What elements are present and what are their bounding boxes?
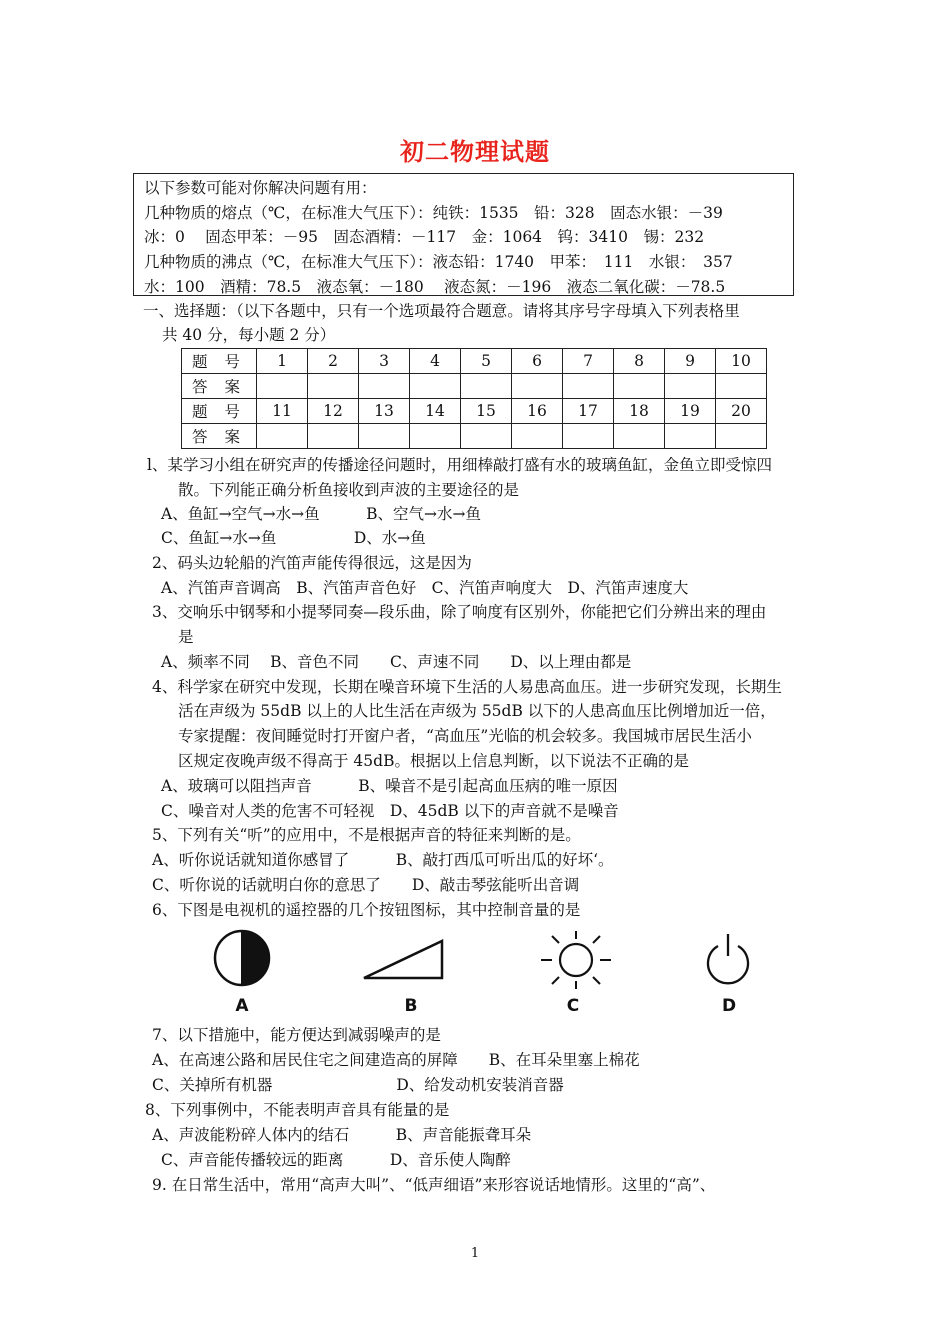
sun-icon bbox=[536, 928, 616, 992]
option-line: A、频率不同 B、音色不同 C、声速不同 D、以上理由都是 bbox=[161, 653, 632, 671]
answer-cell[interactable] bbox=[563, 424, 614, 449]
answer-cell[interactable] bbox=[716, 424, 767, 449]
question-text: 9. 在日常生活中，常用“高声大叫”、“低声细语”来形容说话地情形。这里的“高”、 bbox=[152, 1176, 716, 1194]
table-cell: 16 bbox=[512, 399, 563, 424]
answer-table bbox=[181, 348, 767, 449]
question-text: 7、以下措施中，能方便达到减弱噪声的是 bbox=[152, 1026, 441, 1044]
table-cell: 8 bbox=[614, 349, 665, 374]
answer-cell[interactable] bbox=[665, 374, 716, 399]
section-heading: 一、选择题：（以下各题中，只有一个选项最符合题意。请将其序号字母填入下列表格里 bbox=[143, 302, 740, 320]
table-cell: 4 bbox=[410, 349, 461, 374]
table-cell: 11 bbox=[257, 399, 308, 424]
answer-cell[interactable] bbox=[665, 424, 716, 449]
answer-cell[interactable] bbox=[257, 424, 308, 449]
table-cell: 5 bbox=[461, 349, 512, 374]
table-cell: 17 bbox=[563, 399, 614, 424]
icon-label: D bbox=[721, 996, 737, 1016]
table-cell: 6 bbox=[512, 349, 563, 374]
page-title: 初二物理试题 bbox=[400, 138, 550, 166]
table-cell: 20 bbox=[716, 399, 767, 424]
question-text: 是 bbox=[178, 628, 194, 646]
icon-label: A bbox=[235, 996, 249, 1016]
question-text: 区规定夜晚声级不得高于 45dB。根据以上信息判断，以下说法不正确的是 bbox=[178, 752, 689, 770]
param-line: 几种物质的熔点（℃，在标准大气压下）：纯铁：1535 铅：328 固态水银：－39 bbox=[144, 203, 723, 222]
param-line: 几种物质的沸点（℃，在标准大气压下）：液态铅：1740 甲苯： 111 水银： 357 bbox=[144, 253, 733, 272]
power-icon bbox=[700, 928, 756, 992]
table-cell: 9 bbox=[665, 349, 716, 374]
question-text: l、某学习小组在研究声的传播途径问题时，用细棒敲打盛有水的玻璃鱼缸，金鱼立即受惊四 bbox=[147, 456, 772, 474]
param-line: 以下参数可能对你解决问题有用： bbox=[144, 179, 377, 197]
answer-cell[interactable] bbox=[461, 424, 512, 449]
question-text: 4、科学家在研究中发现，长期在噪音环境下生活的人易患高血压。进一步研究发现，长期生 bbox=[152, 678, 782, 696]
answer-cell[interactable] bbox=[308, 424, 359, 449]
parameter-box bbox=[133, 173, 794, 296]
question-text: 5、下列有关“听”的应用中，不是根据声音的特征来判断的是。 bbox=[152, 826, 581, 844]
row-label: 答 案 bbox=[182, 424, 257, 449]
option-line: C、噪音对人类的危害不可轻视 D、45dB 以下的声音就不是噪音 bbox=[161, 802, 619, 820]
option-line: A、在高速公路和居民住宅之间建造高的屏障 B、在耳朵里塞上棉花 bbox=[152, 1051, 640, 1069]
table-cell: 14 bbox=[410, 399, 461, 424]
answer-cell[interactable] bbox=[308, 374, 359, 399]
param-line: 冰：0 固态甲苯：－95 固态酒精：－117 金：1064 钨：3410 锡：232 bbox=[144, 228, 705, 247]
row-label: 题 号 bbox=[182, 349, 257, 374]
answer-cell[interactable] bbox=[716, 374, 767, 399]
option-line: C、鱼缸→水→鱼 D、水→鱼 bbox=[161, 529, 426, 547]
option-line: A、玻璃可以阻挡声音 B、噪音不是引起高血压病的唯一原因 bbox=[161, 777, 618, 795]
table-cell: 7 bbox=[563, 349, 614, 374]
answer-cell[interactable] bbox=[614, 374, 665, 399]
answer-cell[interactable] bbox=[359, 424, 410, 449]
param-line: 水：100 酒精：78.5 液态氧：－180 液态氮：－196 液态二氧化碳：－78.5 bbox=[144, 277, 726, 296]
answer-cell[interactable] bbox=[563, 374, 614, 399]
answer-cell[interactable] bbox=[359, 374, 410, 399]
option-line: A、听你说话就知道你感冒了 B、敲打西瓜可听出瓜的好坏‘。 bbox=[152, 851, 614, 869]
question-text: 专家提醒：夜间睡觉时打开窗户者，“高血压”光临的机会较多。我国城市居民生活小 bbox=[178, 727, 752, 745]
answer-cell[interactable] bbox=[257, 374, 308, 399]
half-filled-circle-icon bbox=[212, 928, 272, 988]
question-text: 8、下列事例中，不能表明声音具有能量的是 bbox=[145, 1101, 450, 1119]
table-row bbox=[182, 424, 767, 449]
question-text: 散。下列能正确分析鱼接收到声波的主要途径的是 bbox=[178, 481, 520, 499]
answer-cell[interactable] bbox=[410, 374, 461, 399]
question-text: 2、码头边轮船的汽笛声能传得很远，这是因为 bbox=[152, 554, 472, 572]
option-line: C、声音能传播较远的距离 D、音乐使人陶醉 bbox=[161, 1151, 511, 1169]
row-label: 答 案 bbox=[182, 374, 257, 399]
table-cell: 3 bbox=[359, 349, 410, 374]
answer-cell[interactable] bbox=[512, 424, 563, 449]
remote-icons-figure bbox=[200, 928, 760, 1023]
table-cell: 10 bbox=[716, 349, 767, 374]
option-line: A、声波能粉碎人体内的结石 B、声音能振聋耳朵 bbox=[152, 1126, 532, 1144]
table-cell: 12 bbox=[308, 399, 359, 424]
row-label: 题 号 bbox=[182, 399, 257, 424]
answer-cell[interactable] bbox=[461, 374, 512, 399]
option-line: A、汽笛声音调高 B、汽笛声音色好 C、汽笛声响度大 D、汽笛声速度大 bbox=[161, 579, 689, 597]
table-cell: 13 bbox=[359, 399, 410, 424]
section-heading-cont: 共 40 分，每小题 2 分） bbox=[162, 326, 336, 344]
option-line: C、听你说的话就明白你的意思了 D、敲击琴弦能听出音调 bbox=[152, 876, 580, 894]
answer-cell[interactable] bbox=[512, 374, 563, 399]
table-row bbox=[182, 349, 767, 374]
option-line: C、关掉所有机器 D、给发动机安装消音器 bbox=[152, 1076, 564, 1094]
table-cell: 19 bbox=[665, 399, 716, 424]
answer-cell[interactable] bbox=[614, 424, 665, 449]
answer-cell[interactable] bbox=[410, 424, 461, 449]
table-cell: 15 bbox=[461, 399, 512, 424]
table-cell: 2 bbox=[308, 349, 359, 374]
page-number: 1 bbox=[470, 1246, 480, 1261]
table-row bbox=[182, 399, 767, 424]
icon-label: C bbox=[566, 996, 580, 1016]
table-row bbox=[182, 374, 767, 399]
question-text: 3、交响乐中钢琴和小提琴同奏—段乐曲，除了响度有区别外，你能把它们分辨出来的理由 bbox=[152, 603, 767, 621]
question-text: 活在声级为 55dB 以上的人比生活在声级为 55dB 以下的人患高血压比例增加近一倍， bbox=[178, 702, 776, 720]
option-line: A、鱼缸→空气→水→鱼 B、空气→水→鱼 bbox=[161, 505, 482, 523]
question-text: 6、下图是电视机的遥控器的几个按钮图标，其中控制音量的是 bbox=[152, 901, 581, 919]
table-cell: 1 bbox=[257, 349, 308, 374]
ramp-triangle-icon bbox=[360, 928, 450, 988]
table-cell: 18 bbox=[614, 399, 665, 424]
icon-label: B bbox=[404, 996, 418, 1016]
